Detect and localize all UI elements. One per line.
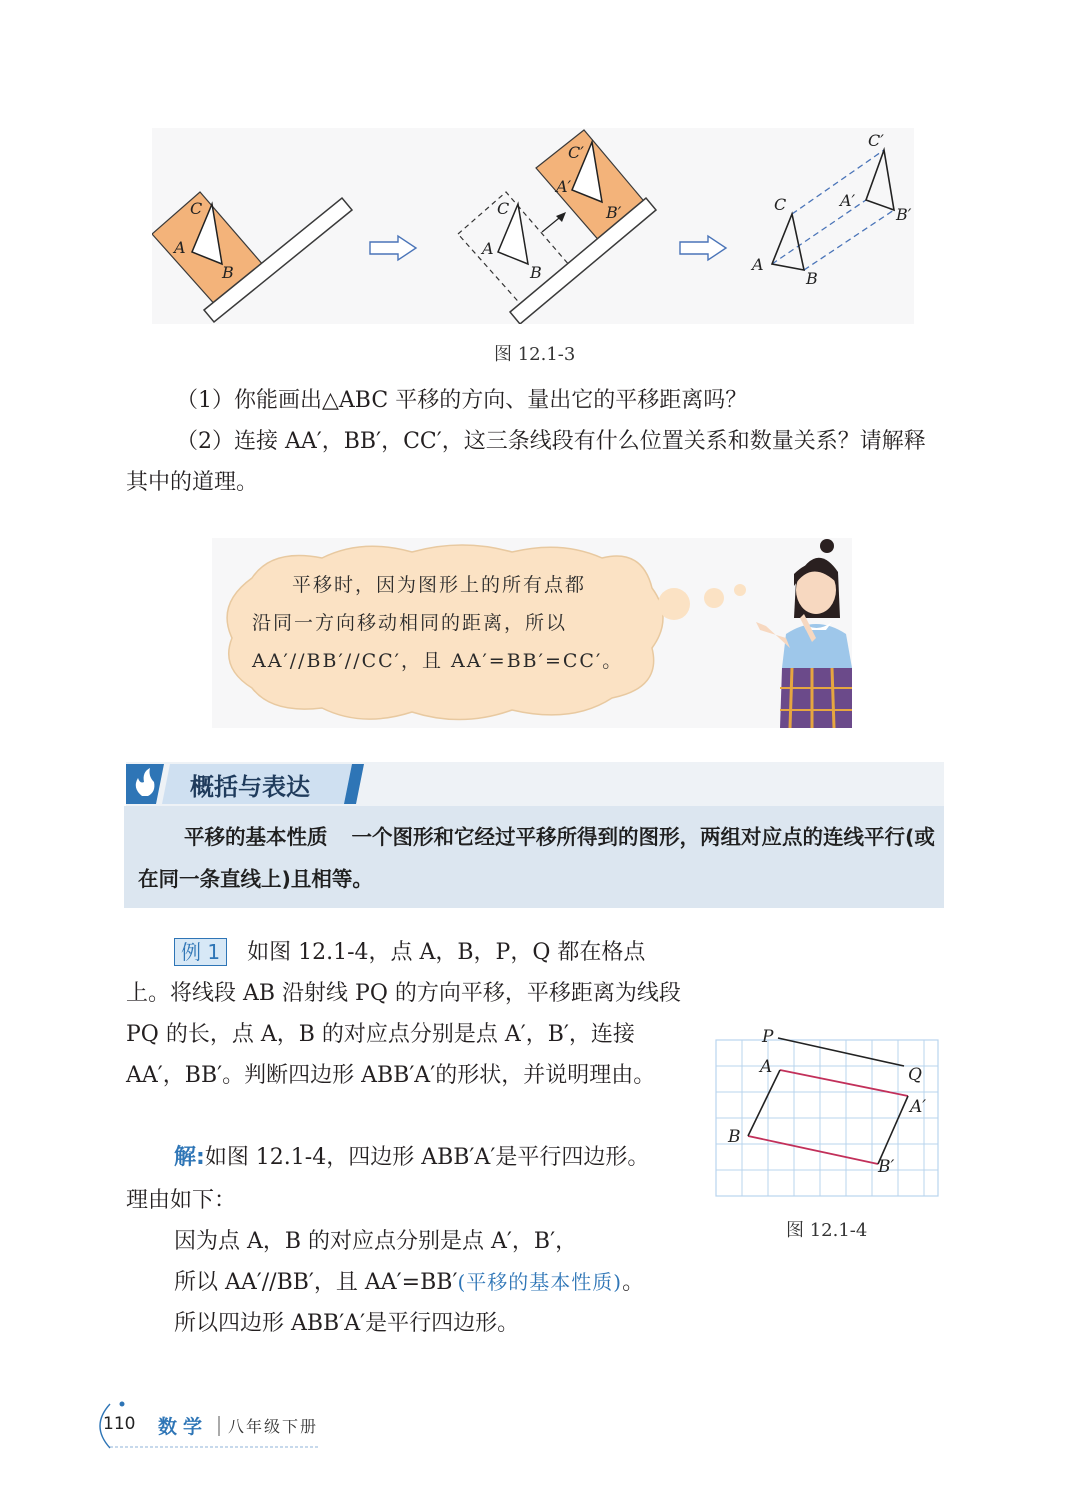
- page-number: 110: [103, 1414, 136, 1434]
- panel-result: [750, 131, 912, 288]
- summary-text: [138, 816, 938, 900]
- solution-reason: 理由如下：: [126, 1188, 237, 1213]
- label-A1: A′: [910, 1097, 927, 1117]
- translation-diagram: [152, 128, 914, 324]
- label-B: B: [728, 1127, 741, 1147]
- label-C1-final: C′: [868, 131, 884, 150]
- label-B1-mid: B′: [606, 203, 622, 222]
- label-C-mid: C: [497, 199, 510, 218]
- figure-caption-12-1-4: 图 12.1-4: [786, 1220, 868, 1241]
- solution-step-3: 所以四边形 ABB′A′是平行四边形。: [174, 1311, 520, 1336]
- label-A-mid: A: [482, 239, 494, 258]
- question-1: （1）你能画出△ABC 平移的方向、量出它的平移距离吗？: [176, 388, 748, 413]
- figure-12-1-4: [714, 1024, 940, 1200]
- panel-sliding: [458, 130, 656, 324]
- label-P: P: [762, 1027, 774, 1047]
- thought-line-1: 平移时，因为图形上的所有点都: [292, 574, 587, 596]
- solution-step-1: 因为点 A，B 的对应点分别是点 A′，B′，: [174, 1229, 578, 1254]
- step2-main: 所以 AA′//BB′，且 AA′=BB′: [174, 1270, 458, 1295]
- thought-illustration: [212, 538, 852, 728]
- arrow-right-icon: [370, 236, 416, 260]
- step2-end: 。: [622, 1270, 645, 1295]
- label-C: C: [190, 199, 203, 218]
- grid-diagram: [714, 1024, 940, 1200]
- summary-term: 平移的基本性质: [184, 825, 328, 849]
- summary-box: [124, 806, 944, 908]
- label-Q: Q: [908, 1065, 922, 1085]
- solution-first: 如图 12.1-4，四边形 ABB′A′是平行四边形。: [204, 1145, 650, 1170]
- figure-12-1-3: [152, 128, 914, 324]
- label-B-mid: B: [530, 263, 542, 282]
- label-C1-mid: C′: [568, 143, 584, 162]
- footer-grade: 八年级下册: [228, 1417, 319, 1436]
- label-A-final: A: [752, 255, 764, 274]
- panel-original: [152, 192, 352, 322]
- label-B: B: [222, 263, 234, 282]
- arrow-right-icon: [680, 236, 726, 260]
- label-A1-final: A′: [840, 191, 856, 210]
- thought-line-2: 沿同一方向移动相同的距离，所以: [252, 612, 568, 634]
- figure-caption-12-1-3: 图 12.1-3: [494, 344, 576, 365]
- summary-body: 一个图形和它经过平移所得到的图形，两组对应点的连线平行(或在同一条直线上)且相等。: [138, 825, 935, 891]
- label-B1-final: B′: [896, 205, 912, 224]
- footer-subject: 数学: [158, 1416, 209, 1438]
- summary-heading-bar: [126, 762, 944, 806]
- example-solution: [126, 1137, 686, 1178]
- solution-step-2: [174, 1262, 734, 1303]
- label-A: A: [174, 238, 186, 257]
- label-C-final: C: [774, 195, 787, 214]
- girl-illustration: [756, 539, 852, 728]
- label-B1: B′: [878, 1157, 895, 1177]
- label-A1-mid: A′: [556, 177, 572, 196]
- solution-label: 解:: [174, 1145, 205, 1170]
- example-problem: [126, 932, 686, 1096]
- label-A: A: [760, 1057, 773, 1077]
- example-problem-text: 如图 12.1-4，点 A，B，P，Q 都在格点上。将线段 AB 沿射线 PQ 的方向平移，平移距离为线段 PQ 的长，点 A，B 的对应点分别是点 A′，B′，连接 AA′，BB′。判断四边形 ABB′A′的形状，并说明理由。: [126, 940, 681, 1088]
- label-B-final: B: [806, 269, 818, 288]
- question-2: （2）连接 AA′，BB′，CC′，这三条线段有什么位置关系和数量关系？请解释其中的道理。: [126, 429, 926, 495]
- step2-note: (平移的基本性质): [457, 1270, 623, 1294]
- thought-line-3: AA′//BB′//CC′，且 AA′=BB′=CC′。: [252, 650, 624, 672]
- example-tag: 例 1: [174, 938, 227, 966]
- summary-heading: 概括与表达: [190, 773, 310, 801]
